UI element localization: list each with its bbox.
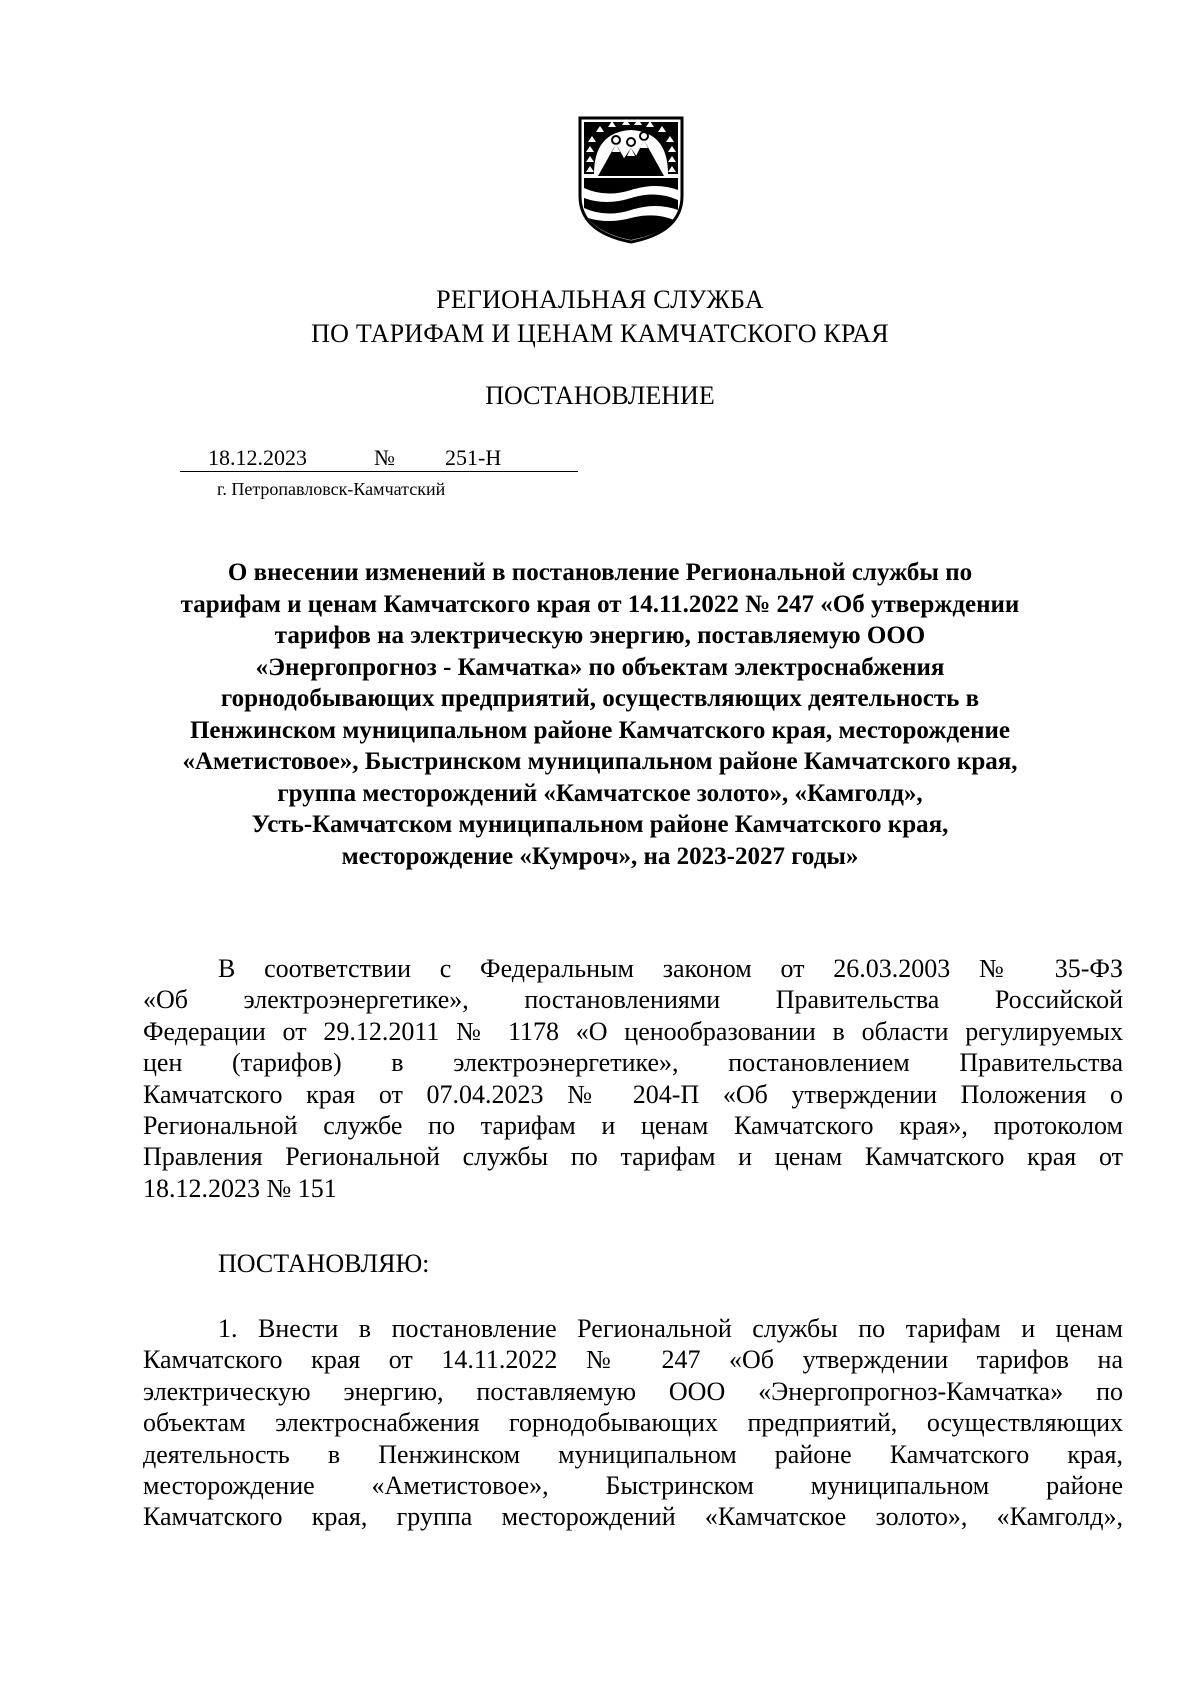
title-line: Усть-Камчатском муниципальном районе Камчатского края,: [251, 811, 949, 838]
org-name-line1: РЕГИОНАЛЬНАЯ СЛУЖБА: [436, 285, 764, 314]
document-date-field: [180, 444, 370, 472]
paragraph-line: объектам электроснабжения горнодобывающих предприятий, осуществляющих: [143, 1408, 1123, 1438]
document-city: г. Петропавловск-Камчатский: [217, 479, 446, 499]
document-type: ПОСТАНОВЛЕНИЕ: [485, 381, 715, 410]
paragraph-line: В соответствии с Федеральным законом от 26.03.2003 № 35-ФЗ: [218, 954, 1123, 983]
title-line: тарифов на электрическую энергию, поставляемую ООО: [274, 622, 926, 649]
paragraph-line: Региональной службе по тарифам и ценам Камчатского края», протоколом: [143, 1111, 1123, 1141]
title-line: Пенжинском муниципальном районе Камчатского края, месторождение: [189, 716, 1011, 744]
document-number-field: [400, 444, 578, 472]
title-line: горнодобывающих предприятий, осуществляющих деятельность в: [220, 685, 980, 712]
title-line: месторождение «Кумроч», на 2023-2027 годы»: [341, 842, 859, 870]
coat-of-arms-emblem: [576, 114, 686, 244]
paragraph-line: деятельность в Пенжинском муниципальном районе Камчатского края,: [143, 1439, 1123, 1469]
title-line: О внесении изменений в постановление Региональной службы по: [227, 559, 973, 586]
number-sign-field: [370, 444, 400, 472]
decree-word: ПОСТАНОВЛЯЮ:: [218, 1249, 430, 1278]
document-number: 251-Н: [445, 445, 502, 470]
paragraph-line: месторождение «Аметистовое», Быстринском муниципальном районе: [143, 1471, 1123, 1501]
paragraph-line: Камчатского края от 07.04.2023 № 204-П «Об утверждении Положения о: [143, 1079, 1123, 1109]
paragraph-line: электрическую энергию, поставляемую ООО «Энергопрогноз-Камчатка» по: [143, 1376, 1123, 1406]
document-title: [0, 557, 1200, 872]
paragraph-line: «Об электроэнергетике», постановлениями Правительства Российской: [143, 985, 1123, 1015]
title-line: тарифам и ценам Камчатского края от 14.11.2022 № 247 «Об утверждении: [180, 590, 1020, 618]
title-line: группа месторождений «Камчатское золото», «Камголд»,: [277, 779, 923, 807]
paragraph-line: Камчатского края от 14.11.2022 № 247 «Об утверждении тарифов на: [143, 1345, 1123, 1375]
paragraph-line: 18.12.2023 № 151: [143, 1173, 337, 1203]
item-1-paragraph: [143, 1313, 1123, 1533]
org-name-line2: ПО ТАРИФАМ И ЦЕНАМ КАМЧАТСКОГО КРАЯ: [311, 319, 889, 348]
paragraph-line: 1. Внести в постановление Региональной службы по тарифам и ценам: [218, 1314, 1123, 1343]
paragraph-line: Камчатского края, группа месторождений «Камчатское золото», «Камголд»,: [143, 1502, 1123, 1532]
number-sign: №: [374, 445, 395, 470]
title-line: «Аметистовое», Быстринском муниципальном районе Камчатского края,: [182, 748, 1018, 775]
title-line: «Энергопрогноз - Камчатка» по объектам электроснабжения: [255, 653, 945, 681]
paragraph-line: Правления Региональной службы по тарифам и ценам Камчатского края от: [143, 1142, 1123, 1172]
paragraph-line: Федерации от 29.12.2011 № 1178 «О ценообразовании в области регулируемых: [143, 1016, 1123, 1046]
document-date: 18.12.2023: [208, 445, 307, 470]
paragraph-line: цен (тарифов) в электроэнергетике», постановлением Правительства: [143, 1048, 1123, 1078]
preamble-paragraph: [143, 953, 1123, 1204]
